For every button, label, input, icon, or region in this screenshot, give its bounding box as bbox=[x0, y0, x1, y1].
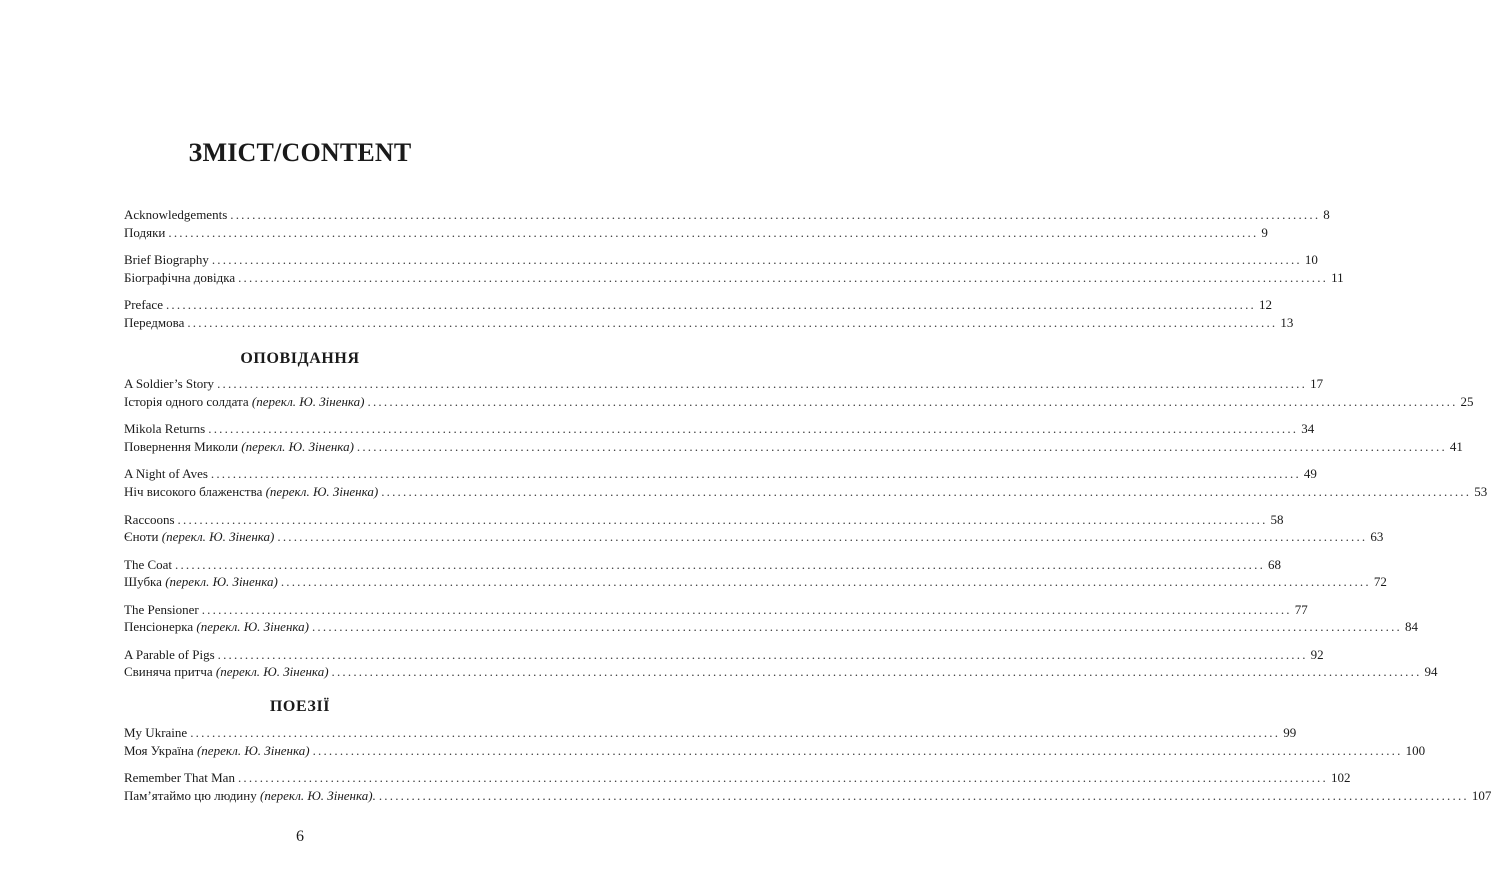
dot-leader: ........................................................................................................................................................................................................ bbox=[177, 512, 1268, 527]
entry-translator: (перекл. Ю. Зіненка) bbox=[161, 529, 275, 544]
entry-translator: (перекл. Ю. Зіненка) bbox=[165, 574, 278, 589]
entry-page-number: 49 bbox=[1303, 466, 1317, 481]
entry-title: A Night of Aves bbox=[124, 466, 208, 481]
entry-title: Передмова bbox=[124, 315, 185, 330]
section-heading-poems: ПОЕЗІЇ bbox=[269, 698, 331, 715]
toc-entry bbox=[124, 617, 1418, 635]
entry-page-number: 10 bbox=[1304, 252, 1318, 267]
entry-title: A Soldier’s Story bbox=[124, 376, 215, 391]
entry-page-number: 9 bbox=[1261, 225, 1268, 240]
entry-page-number: 100 bbox=[1405, 743, 1426, 758]
toc-entry bbox=[124, 572, 1387, 590]
dot-leader: ........................................................................................................................................................................................................ bbox=[210, 466, 1301, 481]
entry-page-number: 13 bbox=[1280, 315, 1294, 330]
entry-page-number: 63 bbox=[1370, 529, 1384, 544]
toc-entry bbox=[124, 645, 1324, 663]
entry-translator: (перекл. Ю. Зіненка) bbox=[215, 664, 329, 679]
entry-title: Mikola Returns bbox=[124, 421, 206, 436]
entry-page-number: 107 bbox=[1471, 788, 1491, 803]
dot-leader: ........................................................................................................................................................................................................ bbox=[381, 484, 1472, 499]
entry-title: Моя Україна bbox=[124, 743, 194, 758]
entry-title: Подяки bbox=[124, 225, 166, 240]
entry-title: Шубка bbox=[124, 574, 162, 589]
entry-page-number: 34 bbox=[1301, 421, 1315, 436]
toc-entry bbox=[124, 600, 1308, 618]
page-number: 6 bbox=[296, 828, 304, 845]
dot-leader: ........................................................................................................................................................................................................ bbox=[208, 421, 1299, 436]
page-title: ЗМІСТ/CONTENT bbox=[188, 138, 412, 167]
dot-leader: ........................................................................................................................................................................................................ bbox=[168, 225, 1259, 240]
entry-page-number: 41 bbox=[1449, 439, 1463, 454]
entry-title: Біографічна довідка bbox=[124, 270, 236, 285]
toc-entry bbox=[124, 205, 1330, 223]
toc-entry bbox=[124, 223, 1268, 241]
dot-leader: ........................................................................................................................................................................................................ bbox=[331, 664, 1422, 679]
toc-entry bbox=[124, 419, 1315, 437]
toc-entry bbox=[124, 741, 1426, 759]
entry-title: Acknowledgements bbox=[124, 207, 228, 222]
dot-leader: ........................................................................................................................................................................................................ bbox=[238, 270, 1329, 285]
entry-translator: (перекл. Ю. Зіненка) bbox=[196, 619, 309, 634]
toc-entry bbox=[124, 268, 1344, 286]
dot-leader: ........................................................................................................................................................................................................ bbox=[312, 743, 1403, 758]
entry-title: My Ukraine bbox=[124, 725, 188, 740]
dot-leader: ........................................................................................................................................................................................................ bbox=[237, 770, 1328, 785]
entry-translator: (перекл. Ю. Зіненка) bbox=[241, 439, 354, 454]
dot-leader: ........................................................................................................................................................................................................ bbox=[175, 557, 1266, 572]
entry-title: Preface bbox=[124, 297, 163, 312]
toc-entry bbox=[124, 768, 1351, 786]
dot-leader: ........................................................................................................................................................................................................ bbox=[201, 602, 1292, 617]
toc-entry bbox=[124, 482, 1488, 500]
dot-leader: ........................................................................................................................................................................................................ bbox=[356, 439, 1447, 454]
entry-page-number: 17 bbox=[1310, 376, 1324, 391]
dot-leader: ........................................................................................................................................................................................................ bbox=[211, 252, 1302, 267]
toc-entry bbox=[124, 723, 1297, 741]
dot-leader: ........................................................................................................................................................................................................ bbox=[311, 619, 1402, 634]
dot-leader: ........................................................................................................................................................................................................ bbox=[165, 297, 1256, 312]
dot-leader: ........................................................................................................................................................................................................ bbox=[280, 574, 1371, 589]
entry-page-number: 102 bbox=[1330, 770, 1351, 785]
entry-title: Пам’ятаймо цю людину bbox=[124, 788, 257, 803]
entry-page-number: 94 bbox=[1424, 664, 1438, 679]
entry-page-number: 25 bbox=[1460, 394, 1474, 409]
toc-entry bbox=[124, 374, 1324, 392]
dot-leader: ........................................................................................................................................................................................................ bbox=[217, 647, 1308, 662]
dot-leader: ........................................................................................................................................................................................................ bbox=[378, 788, 1469, 803]
toc-entry bbox=[124, 437, 1463, 455]
entry-translator: (перекл. Ю. Зіненка) bbox=[196, 743, 310, 758]
toc-entry bbox=[124, 313, 1294, 331]
entry-page-number: 99 bbox=[1283, 725, 1297, 740]
entry-page-number: 84 bbox=[1404, 619, 1418, 634]
dot-leader: ........................................................................................................................................................................................................ bbox=[190, 725, 1281, 740]
entry-title: Повернення Миколи bbox=[124, 439, 239, 454]
dot-leader: ........................................................................................................................................................................................................ bbox=[277, 529, 1368, 544]
toc-entry bbox=[124, 510, 1284, 528]
dot-leader: ........................................................................................................................................................................................................ bbox=[217, 376, 1308, 391]
section-heading-stories: ОПОВІДАННЯ bbox=[240, 350, 360, 367]
entry-page-number: 77 bbox=[1294, 602, 1308, 617]
entry-title: Єноти bbox=[124, 529, 159, 544]
entry-page-number: 8 bbox=[1323, 207, 1330, 222]
toc-entry bbox=[124, 527, 1384, 545]
entry-title: Ніч високого блаженства bbox=[124, 484, 263, 499]
entry-page-number: 92 bbox=[1310, 647, 1324, 662]
toc-entry bbox=[124, 295, 1272, 313]
entry-title: Brief Biography bbox=[124, 252, 209, 267]
entry-title: Raccoons bbox=[124, 512, 175, 527]
entry-page-number: 68 bbox=[1268, 557, 1282, 572]
toc-entry bbox=[124, 250, 1318, 268]
toc-entry bbox=[124, 786, 1491, 804]
entry-title: The Coat bbox=[124, 557, 173, 572]
entry-page-number: 12 bbox=[1258, 297, 1272, 312]
entry-translator: (перекл. Ю. Зіненка) bbox=[251, 394, 365, 409]
dot-leader: ........................................................................................................................................................................................................ bbox=[187, 315, 1278, 330]
dot-leader: ........................................................................................................................................................................................................ bbox=[230, 207, 1321, 222]
toc-entry bbox=[124, 555, 1282, 573]
entry-page-number: 53 bbox=[1474, 484, 1488, 499]
entry-page-number: 11 bbox=[1331, 270, 1344, 285]
entry-translator: (перекл. Ю. Зіненка). bbox=[259, 788, 376, 803]
entry-translator: (перекл. Ю. Зіненка) bbox=[265, 484, 379, 499]
entry-title: Історія одного солдата bbox=[124, 394, 249, 409]
toc-entry bbox=[124, 662, 1438, 680]
entry-title: A Parable of Pigs bbox=[124, 647, 215, 662]
entry-title: The Pensioner bbox=[124, 602, 199, 617]
toc-entry bbox=[124, 464, 1317, 482]
toc-entry bbox=[124, 392, 1474, 410]
dot-leader: ........................................................................................................................................................................................................ bbox=[367, 394, 1458, 409]
entry-title: Пенсіонерка bbox=[124, 619, 194, 634]
entry-page-number: 58 bbox=[1270, 512, 1284, 527]
entry-page-number: 72 bbox=[1373, 574, 1387, 589]
entry-title: Remember That Man bbox=[124, 770, 235, 785]
entry-title: Свиняча притча bbox=[124, 664, 213, 679]
